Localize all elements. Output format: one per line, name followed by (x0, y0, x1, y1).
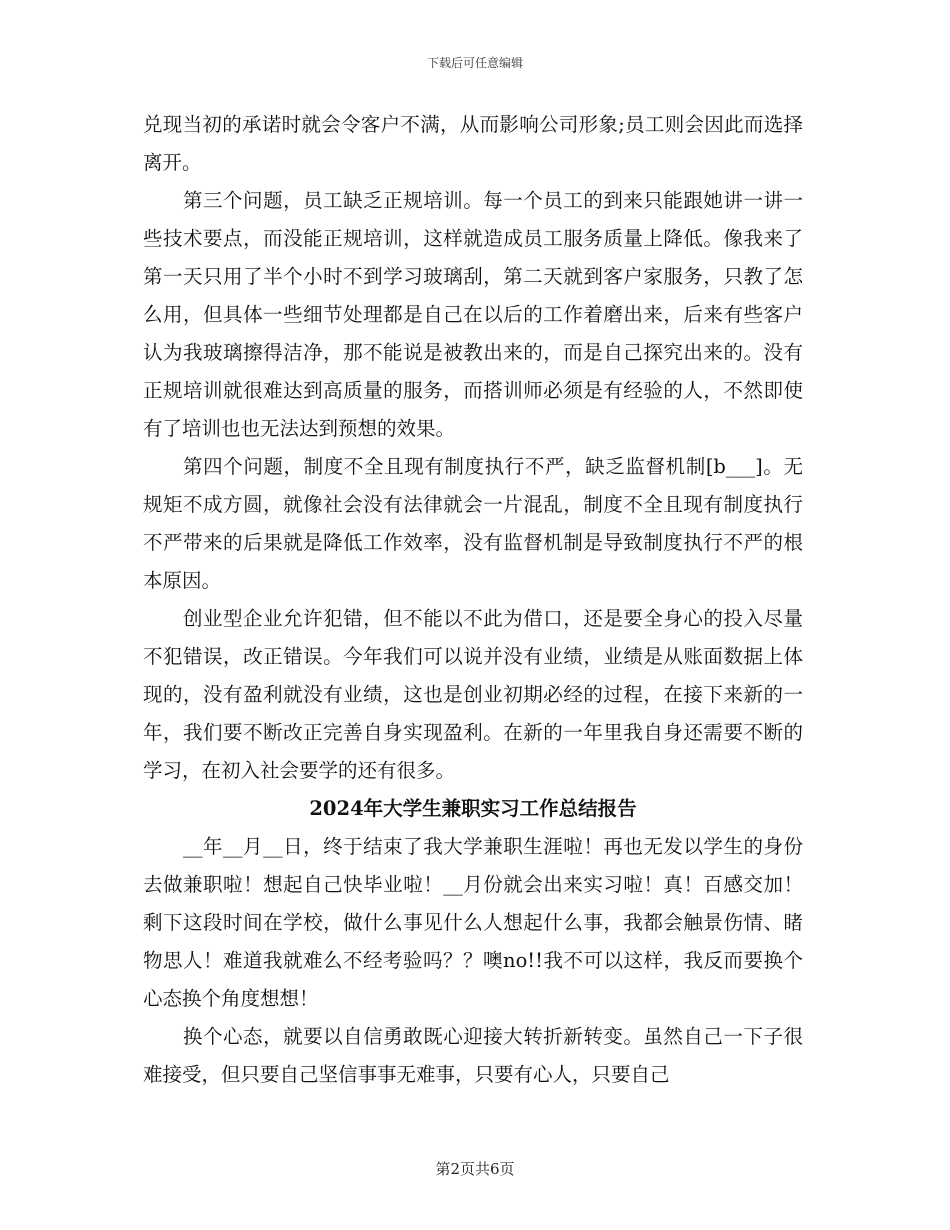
paragraph: 兑现当初的承诺时就会令客户不满，从而影响公司形象;员工则会因此而选择离开。 (143, 113, 803, 174)
section-title: 2024年大学生兼职实习工作总结报告 (309, 797, 637, 820)
page-header-note: 下载后可任意编辑 (426, 56, 523, 70)
paragraph: 第四个问题，制度不全且现有制度执行不严，缺乏监督机制[b___]。无规矩不成方圆，就像社会没有法律就会一片混乱，制度不全且现有制度执行不严带来的后果就是降低工作效率，没有监督机制是导致制度执行不严的根本原因。 (143, 455, 803, 592)
paragraph: __年__月__日，终于结束了我大学兼职生涯啦！再也无发以学生的身份去做兼职啦！想起自己快毕业啦！__月份就会出来实习啦！真！百感交加！剩下这段时间在学校，做什么事见什么人想起什么事，我都会触景伤情、睹物思人！难道我就难么不经考验吗？？噢no!!我不可以这样，我反而要换个心态换个角度想想！ (143, 835, 803, 1010)
paragraph: 创业型企业允许犯错，但不能以不此为借口，还是要全身心的投入尽量不犯错误，改正错误。今年我们可以说并没有业绩，业绩是从账面数据上体现的，没有盈利就没有业绩，这也是创业初期必经的过程，在接下来新的一年，我们要不断改正完善自身实现盈利。在新的一年里我自身还需要不断的学习，在初入社会要学的还有很多。 (143, 607, 803, 782)
paragraph: 第三个问题，员工缺乏正规培训。每一个员工的到来只能跟她讲一讲一些技术要点，而没能正规培训，这样就造成员工服务质量上降低。像我来了第一天只用了半个小时不到学习玻璃刮，第二天就到客户家服务，只教了怎么用，但具体一些细节处理都是自己在以后的工作着磨出来，后来有些客户认为我玻璃擦得洁净，那不能说是被教出来的，而是自己探究出来的。没有正规培训就很难达到高质量的服务，而搭训师必须是有经验的人，不然即使有了培训也也无法达到预想的效果。 (143, 189, 803, 440)
page-number: 第2页共6页 (435, 1160, 515, 1178)
document-body (143, 106, 803, 1094)
paragraph: 换个心态，就要以自信勇敢既心迎接大转折新转变。虽然自己一下子很难接受，但只要自己坚信事事无难事，只要有心人，只要自己 (143, 1025, 803, 1086)
